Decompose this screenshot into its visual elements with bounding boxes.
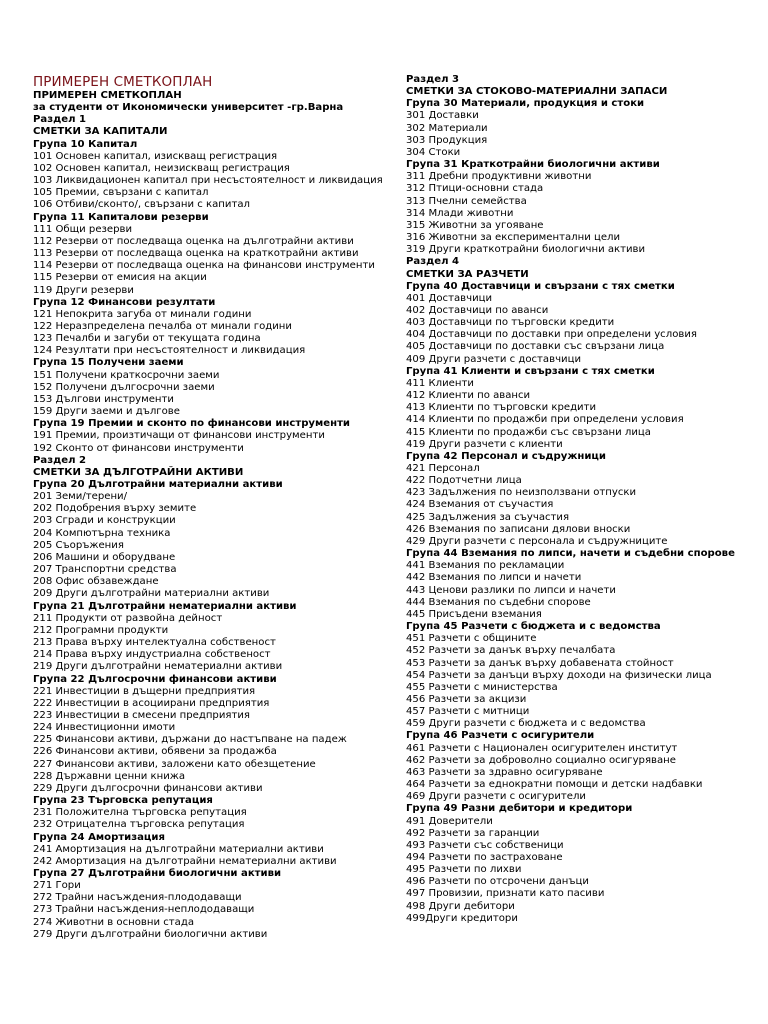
account-line: 273 Трайни насъждения-неплододаващи <box>33 904 255 916</box>
account-line: 405 Доставчици по доставки със свързани лица <box>406 341 665 353</box>
account-line: 497 Провизии, признати като пасиви <box>406 888 605 900</box>
account-line: 401 Доставчици <box>406 292 493 304</box>
account-line: 203 Сгради и конструкции <box>33 515 176 527</box>
account-line: 404 Доставчици по доставки при определени условия <box>406 329 697 341</box>
account-line: 493 Разчети със собственици <box>406 839 564 851</box>
section-heading: СМЕТКИ ЗА ДЪЛГОТРАЙНИ АКТИВИ <box>33 466 244 478</box>
account-line: 207 Транспортни средства <box>33 564 177 576</box>
account-line: 102 Основен капитал, неизискващ регистрация <box>33 162 290 174</box>
section-heading: Група 41 Клиенти и свързани с тях сметки <box>406 365 655 377</box>
account-line: 415 Клиенти по продажби със свързани лица <box>406 426 651 438</box>
account-line: 464 Разчети за еднократни помощи и детски надбавки <box>406 779 703 791</box>
account-line: 152 Получени дългосрочни заеми <box>33 381 215 393</box>
account-line: 426 Вземания по записани дялови вноски <box>406 523 631 535</box>
account-line: 101 Основен капитал, изискващ регистрация <box>33 150 278 162</box>
section-heading: за студенти от Икономически университет -гр.Варна <box>33 102 344 114</box>
account-line: 463 Разчети за здравно осигуряване <box>406 766 603 778</box>
account-line: 412 Клиенти по аванси <box>406 390 531 402</box>
section-heading: Група 46 Разчети с осигурители <box>406 730 595 742</box>
account-line: 209 Други дълготрайни материални активи <box>33 588 270 600</box>
account-line: 221 Инвестиции в дъщерни предприятия <box>33 685 256 697</box>
account-line: 315 Животни за угояване <box>406 219 544 231</box>
account-line: 311 Дребни продуктивни животни <box>406 171 592 183</box>
section-heading: Група 27 Дълготрайни биологични активи <box>33 868 282 879</box>
section-heading: Раздел 1 <box>33 114 87 126</box>
account-line: 229 Други дългосрочни финансови активи <box>33 782 263 794</box>
section-heading: Група 23 Търговска репутация <box>33 795 213 807</box>
account-line: 122 Неразпределена печалба от минали години <box>33 320 292 332</box>
account-line: 443 Ценови разлики по липси и начети <box>406 584 616 596</box>
account-line: 445 Присъдени вземания <box>406 608 542 620</box>
account-line: 421 Персонал <box>406 463 480 474</box>
account-line: 498 Други дебитори <box>406 900 515 912</box>
account-line: 422 Подотчетни лица <box>406 475 522 487</box>
account-line: 457 Разчети с митници <box>406 706 530 718</box>
account-line: 272 Трайни насъждения-плододаващи <box>33 892 242 904</box>
section-heading: Раздел 4 <box>406 256 460 268</box>
account-line: 105 Премии, свързани с капитал <box>33 187 209 199</box>
account-line: 314 Млади животни <box>406 207 514 219</box>
account-line: 114 Резерви от последваща оценка на финансови инструменти <box>33 260 375 272</box>
account-line: 424 Вземания от съучастия <box>406 499 554 511</box>
document-title: ПРИМЕРЕН СМЕТКОПЛАН <box>33 74 213 90</box>
left-account-list <box>33 90 405 941</box>
account-line: 402 Доставчици по аванси <box>406 304 549 316</box>
account-line: 409 Други разчети с доставчици <box>406 353 582 365</box>
account-line: 227 Финансови активи, заложени като обезщетение <box>33 758 316 770</box>
account-line: 303 Продукция <box>406 134 488 146</box>
section-heading: Група 45 Разчети с бюджета и с ведомства <box>406 621 661 633</box>
account-line: 429 Други разчети с персонала и съдружниците <box>406 535 668 547</box>
account-line: 191 Премии, произтичащи от финансови инструменти <box>33 430 325 442</box>
account-line: 241 Амортизация на дълготрайни материални активи <box>33 843 324 855</box>
account-line: 312 Птици-основни стада <box>406 183 544 195</box>
account-line: 204 Компютърна техника <box>33 527 171 539</box>
account-line: 224 Инвестиционни имоти <box>33 722 176 734</box>
section-heading: СМЕТКИ ЗА СТОКОВО-МАТЕРИАЛНИ ЗАПАСИ <box>406 86 668 98</box>
account-line: 494 Разчети по застраховане <box>406 852 563 863</box>
account-line: 492 Разчети за гаранции <box>406 827 540 839</box>
account-line: 454 Разчети за данъци върху доходи на физически лица <box>406 669 712 681</box>
account-line: 304 Стоки <box>406 146 461 158</box>
account-line: 111 Общи резерви <box>33 223 133 235</box>
section-heading: Група 40 Доставчици и свързани с тях сметки <box>406 280 675 292</box>
account-line: 226 Финансови активи, обявени за продажба <box>33 746 277 758</box>
account-line: 413 Клиенти по търговски кредити <box>406 402 597 414</box>
left-column <box>33 74 405 941</box>
section-heading: Група 19 Премии и сконто по финансови инструменти <box>33 418 350 430</box>
section-heading: Група 44 Вземания по липси, начети и съдебни спорове <box>406 548 735 560</box>
account-line: 453 Разчети за данък върху добавената стойност <box>406 657 674 669</box>
right-column <box>406 74 768 925</box>
account-line: 242 Амортизация на дълготрайни нематериални активи <box>33 855 337 867</box>
account-line: 159 Други заеми и дългове <box>33 406 180 418</box>
account-line: 121 Непокрита загуба от минали години <box>33 308 252 320</box>
account-line: 192 Сконто от финансови инструменти <box>33 442 244 454</box>
account-line: 495 Разчети по лихви <box>406 864 522 876</box>
account-line: 214 Права върху индустриална собственост <box>33 649 271 661</box>
section-heading: Група 24 Амортизация <box>33 831 165 843</box>
section-heading: Група 12 Финансови резултати <box>33 296 216 308</box>
section-heading: СМЕТКИ ЗА РАЗЧЕТИ <box>406 268 529 280</box>
account-line: 319 Други краткотрайни биологични активи <box>406 244 646 256</box>
account-line: 228 Държавни ценни книжа <box>33 770 186 782</box>
account-line: 115 Резерви от емисия на акции <box>33 272 207 284</box>
section-heading: Раздел 3 <box>406 74 460 85</box>
account-line: 499Други кредитори <box>406 912 518 924</box>
section-heading: ПРИМЕРЕН СМЕТКОПЛАН <box>33 90 182 101</box>
account-line: 441 Вземания по рекламации <box>406 560 565 572</box>
account-line: 425 Задължения за съучастия <box>406 511 570 523</box>
account-line: 491 Доверители <box>406 815 493 827</box>
account-line: 442 Вземания по липси и начети <box>406 572 582 584</box>
account-line: 211 Продукти от развойна дейност <box>33 612 223 624</box>
account-line: 123 Печалби и загуби от текущата година <box>33 333 261 345</box>
account-line: 202 Подобрения върху земите <box>33 503 197 515</box>
account-line: 274 Животни в основни стада <box>33 916 195 928</box>
account-line: 206 Машини и оборудване <box>33 551 176 563</box>
account-line: 271 Гори <box>33 880 81 892</box>
account-line: 451 Разчети с общините <box>406 633 537 645</box>
section-heading: Група 31 Краткотрайни биологични активи <box>406 159 660 171</box>
account-line: 208 Офис обзавеждане <box>33 576 159 588</box>
account-line: 113 Резерви от последваща оценка на краткотрайни активи <box>33 248 359 260</box>
section-heading: Група 15 Получени заеми <box>33 357 184 369</box>
section-heading: Група 30 Материали, продукция и стоки <box>406 98 645 110</box>
account-line: 213 Права върху интелектуална собственост <box>33 637 276 649</box>
section-heading: Група 22 Дългосрочни финансови активи <box>33 673 277 685</box>
section-heading: Група 21 Дълготрайни нематериални активи <box>33 600 297 612</box>
account-line: 153 Дългови инструменти <box>33 393 174 405</box>
section-heading: Група 10 Капитал <box>33 138 138 150</box>
account-line: 459 Други разчети с бюджета и с ведомства <box>406 718 646 730</box>
account-line: 124 Резултати при несъстоятелност и ликвидация <box>33 345 306 357</box>
account-line: 231 Положителна търговска репутация <box>33 807 247 819</box>
account-line: 103 Ликвидационен капитал при несъстоятелност и ликвидация <box>33 175 383 187</box>
account-line: 222 Инвестиции в асоциирани предприятия <box>33 697 270 709</box>
account-line: 455 Разчети с министерства <box>406 681 558 693</box>
account-line: 419 Други разчети с клиенти <box>406 438 563 450</box>
section-heading: Раздел 2 <box>33 454 87 466</box>
account-line: 423 Задължения по неизползвани отпуски <box>406 487 637 499</box>
account-line: 403 Доставчици по търговски кредити <box>406 317 615 329</box>
section-heading: СМЕТКИ ЗА КАПИТАЛИ <box>33 126 168 138</box>
account-line: 205 Съоръжения <box>33 539 124 551</box>
section-heading: Група 42 Персонал и съдружници <box>406 450 606 462</box>
section-heading: Група 20 Дълготрайни материални активи <box>33 479 283 490</box>
account-line: 414 Клиенти по продажби при определени условия <box>406 414 684 426</box>
right-account-list <box>406 74 768 925</box>
account-line: 106 Отбиви/сконто/, свързани с капитал <box>33 199 250 211</box>
section-heading: Група 49 Разни дебитори и кредитори <box>406 803 633 815</box>
account-line: 452 Разчети за данък върху печалбата <box>406 645 616 657</box>
account-line: 219 Други дълготрайни нематериални активи <box>33 661 283 673</box>
account-line: 279 Други дълготрайни биологични активи <box>33 928 268 940</box>
account-line: 462 Разчети за доброволно социално осигуряване <box>406 754 676 766</box>
account-line: 302 Материали <box>406 122 488 134</box>
account-line: 201 Земи/терени/ <box>33 491 127 503</box>
account-line: 456 Разчети за акцизи <box>406 693 527 705</box>
account-line: 212 Програмни продукти <box>33 624 169 636</box>
section-heading: Група 11 Капиталови резерви <box>33 211 209 223</box>
account-line: 496 Разчети по отсрочени данъци <box>406 876 589 888</box>
account-line: 301 Доставки <box>406 110 479 122</box>
account-line: 313 Пчелни семейства <box>406 195 527 207</box>
account-line: 469 Други разчети с осигурители <box>406 791 586 803</box>
account-line: 151 Получени краткосрочни заеми <box>33 369 220 381</box>
account-line: 444 Вземания по съдебни спорове <box>406 596 591 608</box>
account-line: 223 Инвестиции в смесени предприятия <box>33 709 250 721</box>
account-line: 225 Финансови активи, държани до настъпване на падеж <box>33 734 347 746</box>
account-line: 411 Клиенти <box>406 377 474 389</box>
account-line: 232 Отрицателна търговска репутация <box>33 819 245 831</box>
account-line: 461 Разчети с Национален осигурителен институт <box>406 742 678 754</box>
account-line: 316 Животни за експериментални цели <box>406 232 621 244</box>
account-line: 119 Други резерви <box>33 284 134 296</box>
account-line: 112 Резерви от последваща оценка на дълготрайни активи <box>33 235 354 247</box>
